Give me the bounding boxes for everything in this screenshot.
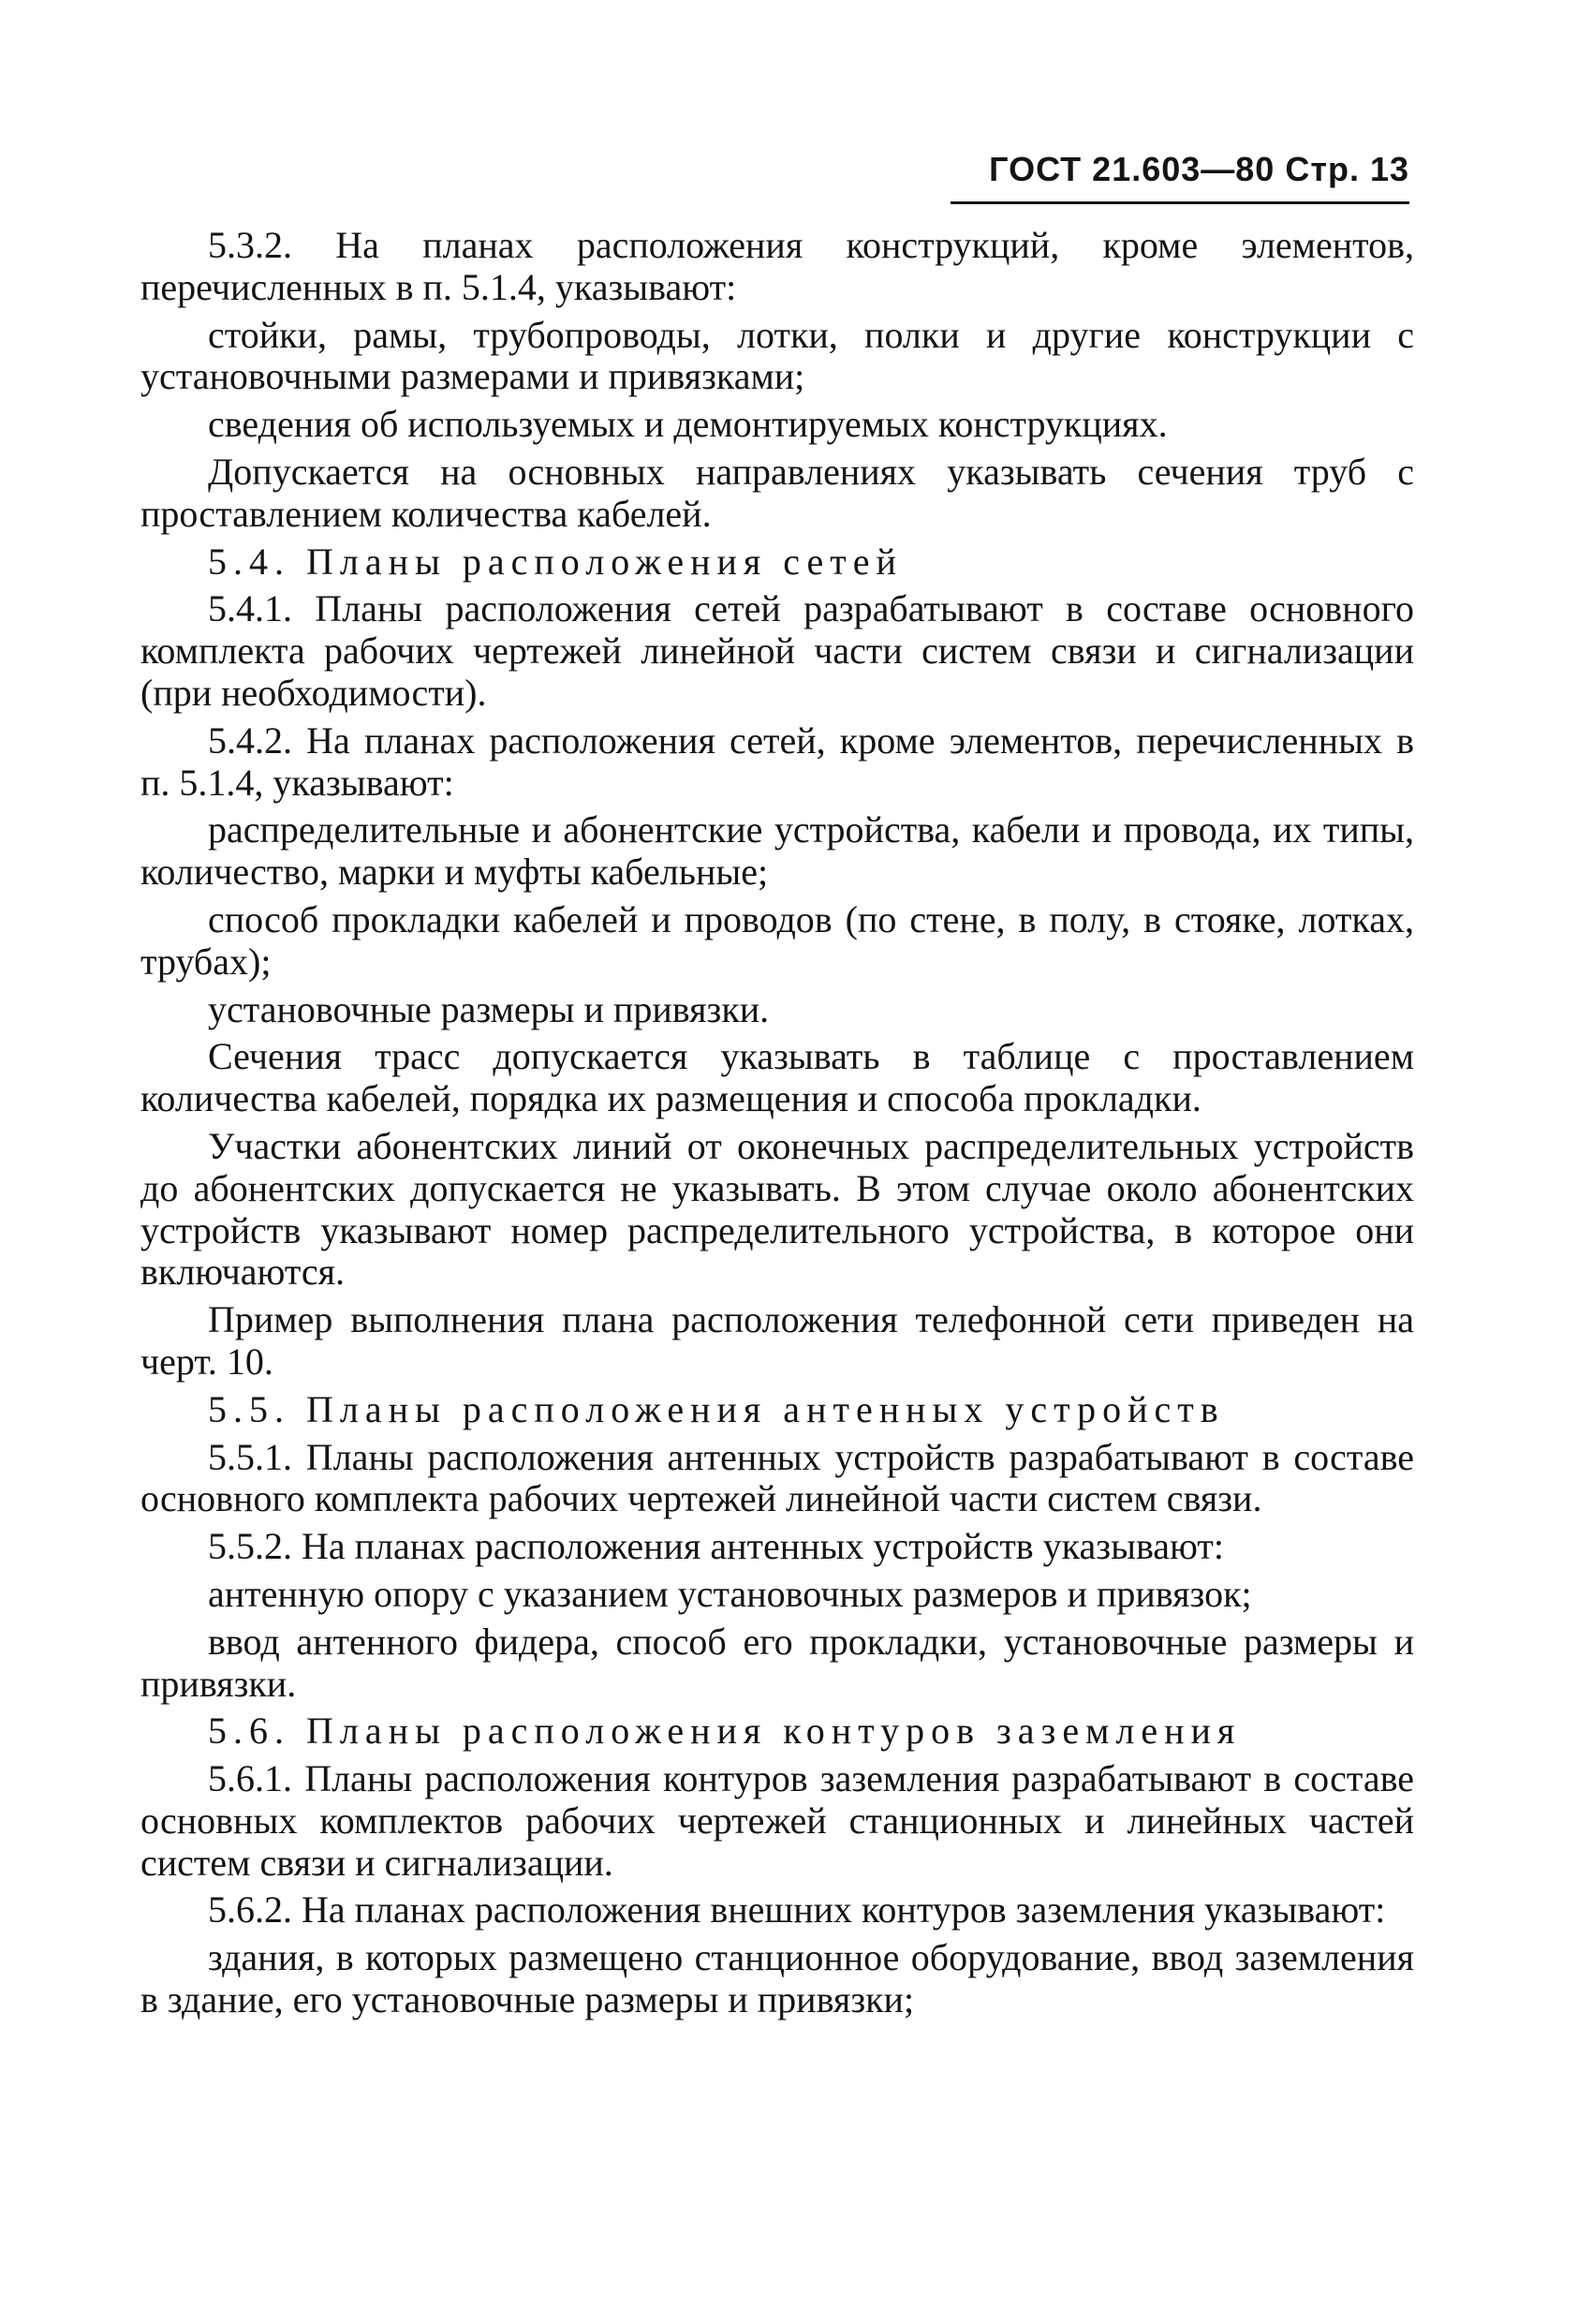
paragraph: Сечения трасс допускается указывать в таблице с проставлением количества кабелей, порядка их размещения и способа прокладки. [140, 1035, 1414, 1120]
paragraph: 5.4.1. Планы расположения сетей разрабатывают в составе основного комплекта рабочих чертежей линейной части систем связи и сигнализации (при необходимости). [140, 587, 1414, 714]
paragraph: 5.5.1. Планы расположения антенных устройств разрабатывают в составе основного комплекта рабочих чертежей линейной части систем связи. [140, 1435, 1414, 1520]
paragraph: 5.6.2. На планах расположения внешних контуров заземления указывают: [208, 1888, 1386, 1932]
header-rule [951, 201, 1409, 204]
paragraph: Пример выполнения плана расположения телефонной сети приведен на черт. 10. [140, 1298, 1414, 1383]
paragraph: 5.6.1. Планы расположения контуров заземления разрабатывают в составе основных комплектов рабочих чертежей станционных и линейных частей систем связи и сигнализации. [140, 1757, 1414, 1884]
paragraph: Допускается на основных направлениях указывать сечения труб с проставлением количества кабелей. [140, 450, 1414, 535]
paragraph: способ прокладки кабелей и проводов (по стене, в полу, в стояке, лотках, трубах); [140, 897, 1414, 983]
paragraph: антенную опору с указанием установочных размеров и привязок; [208, 1572, 1252, 1615]
paragraph: сведения об используемых и демонтируемых конструкциях. [208, 403, 1168, 446]
paragraph: здания, в которых размещено станционное оборудование, ввод заземления в здание, его установочные размеры и привязки; [140, 1936, 1414, 2021]
section-heading: 5.4. Планы расположения сетей [208, 540, 903, 583]
paragraph: 5.3.2. На планах расположения конструкций, кроме элементов, перечисленных в п. 5.1.4, указывают: [140, 224, 1414, 308]
page-header: ГОСТ 21.603—80 Стр. 13 [989, 150, 1409, 188]
paragraph: распределительные и абонентские устройства, кабели и провода, их типы, количество, марки и муфты кабельные; [140, 808, 1414, 894]
paragraph: установочные размеры и привязки. [208, 987, 770, 1030]
body-text [140, 225, 1414, 2027]
paragraph: Участки абонентских линий от оконечных распределительных устройств до абонентских допускается не указывать. В этом случае около абонентских устройств указывают номер распределительного устройства, в которое они включаются. [140, 1124, 1414, 1294]
section-heading: 5.6. Планы расположения контуров заземления [208, 1710, 1242, 1753]
paragraph: 5.5.2. На планах расположения антенных устройств указывают: [208, 1525, 1224, 1568]
paragraph: 5.4.2. На планах расположения сетей, кроме элементов, перечисленных в п. 5.1.4, указывают: [140, 718, 1414, 804]
section-heading: 5.5. Планы расположения антенных устройств [208, 1387, 1225, 1430]
paragraph: ввод антенного фидера, способ его прокладки, установочные размеры и привязки. [140, 1620, 1414, 1705]
paragraph: стойки, рамы, трубопроводы, лотки, полки и другие конструкции с установочными размерами и привязками; [140, 313, 1414, 398]
